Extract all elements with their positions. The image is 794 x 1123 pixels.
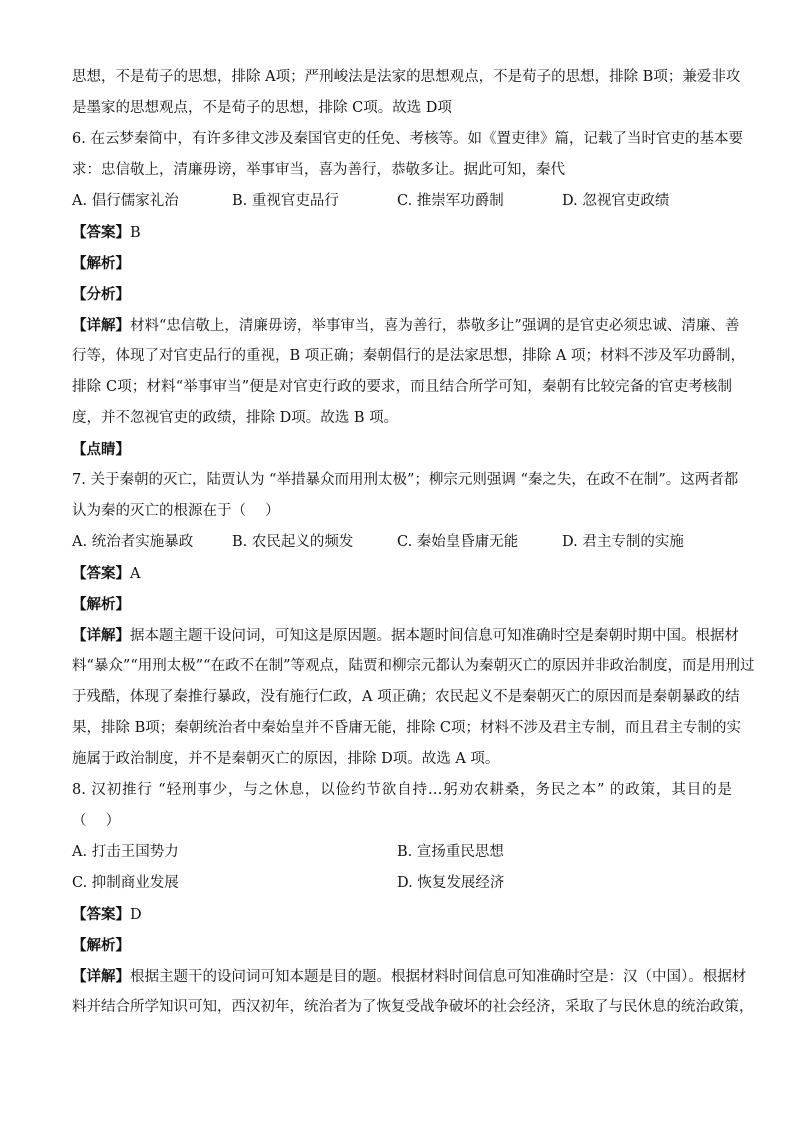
question-8-detail	[72, 961, 747, 992]
question-7-detail: 施属于政治制度，并不是秦朝灭亡的原因，排除 D项。故选 A 项。	[72, 751, 500, 767]
question-7-stem: 认为秦的灭亡的根源在于（ ）	[72, 503, 280, 519]
question-6-detail: 度，并不忽视官吏的政绩，排除 D项。故选 B 项。	[72, 410, 399, 426]
option-c: C. 抑制商业发展	[72, 875, 179, 891]
question-6-answer	[72, 217, 732, 248]
fenxi-tag: 【分析】	[72, 286, 130, 303]
option-d: D. 恢复发展经济	[397, 875, 505, 891]
question-7-answer	[72, 558, 732, 589]
detail-tag: 【详解】	[72, 317, 130, 334]
question-7-detail: 果，排除 B项；秦朝统治者中秦始皇并不昏庸无能，排除 C项；材料不涉及君主专制，而且君主专制的实	[72, 720, 741, 736]
document-page	[72, 62, 755, 1023]
question-7-options	[72, 527, 732, 558]
option-b: B. 重视官吏品行	[232, 193, 339, 209]
answer-value: B	[130, 225, 141, 241]
answer-tag: 【答案】	[72, 565, 130, 582]
option-d: D. 君主专制的实施	[562, 534, 684, 550]
question-8-options-row-2	[72, 868, 732, 899]
option-a: A. 倡行儒家礼治	[72, 193, 179, 209]
question-6-stem: 6. 在云梦秦简中，有许多律文涉及秦国官吏的任免、考核等。如《置吏律》篇，记载了当时官吏的基本要	[72, 131, 743, 147]
detail-tag: 【详解】	[72, 627, 130, 644]
option-b: B. 农民起义的频发	[232, 534, 354, 550]
question-8-stem: 8. 汉初推行 “轻刑事少，与之休息，以俭约节欲自持…躬劝农耕桑，务民之本” 的政策，其目的是	[72, 782, 732, 798]
question-7-detail: 料“暴众”“用刑太极”“在政不在制”等观点，陆贾和柳宗元都认为秦朝灭亡的原因并非政治制度，而是用刑过	[72, 658, 755, 674]
question-7-detail	[72, 620, 739, 651]
detail-text: 根据主题干的设问词可知本题是目的题。根据材料时间信息可知准确时空是：汉（中国）。根据材	[130, 969, 747, 985]
dianjing-tag: 【点睛】	[72, 441, 130, 458]
question-8-detail: 料并结合所学知识可知，西汉初年，统治者为了恢复受战争破坏的社会经济，采取了与民休息的统治政策，	[72, 999, 754, 1015]
answer-tag: 【答案】	[72, 906, 130, 923]
question-6-detail	[72, 310, 740, 341]
detail-tag: 【详解】	[72, 968, 130, 985]
answer-value: A	[130, 566, 141, 582]
text-line: 是墨家的思想观点，不是荀子的思想，排除 C项。故选 D项	[72, 100, 452, 116]
question-8-answer	[72, 899, 732, 930]
question-6-stem: 求：忠信敬上，清廉毋谤，举事审当，喜为善行，恭敬多让。据此可知，秦代	[72, 162, 565, 178]
answer-value: D	[130, 907, 142, 923]
option-c: C. 推崇军功爵制	[397, 193, 504, 209]
text-line: 思想，不是荀子的思想，排除 A项；严刑峻法是法家的思想观点，不是荀子的思想，排除 B项；兼爱非攻	[72, 69, 741, 85]
question-8-stem: （ ）	[72, 813, 121, 829]
detail-text: 材料“忠信敬上，清廉毋谤，举事审当，喜为善行，恭敬多让”强调的是官吏必须忠诚、清廉、善	[130, 318, 740, 334]
question-7-detail: 于残酷，体现了秦推行暴政，没有施行仁政，A 项正确；农民起义不是秦朝灭亡的原因而是秦朝暴政的结	[72, 689, 740, 705]
question-8-options-row-1	[72, 837, 732, 868]
question-7-stem: 7. 关于秦朝的灭亡，陆贾认为 “举措暴众而用刑太极”；柳宗元则强调 “秦之失，在政不在制”。这两者都	[72, 472, 739, 488]
jiexi-tag: 【解析】	[72, 596, 130, 613]
detail-text: 据本题主题干设问词，可知这是原因题。据本题时间信息可知准确时空是秦朝时期中国。根据材	[130, 628, 739, 644]
question-6-detail: 行等，体现了对官吏品行的重视，B 项正确；秦朝倡行的是法家思想，排除 A 项；材料不涉及军功爵制，	[72, 348, 745, 364]
option-d: D. 忽视官吏政绩	[562, 193, 670, 209]
question-6-options	[72, 186, 732, 217]
option-b: B. 宣扬重民思想	[397, 844, 504, 860]
question-6-detail: 排除 C项；材料“举事审当”便是对官吏行政的要求，而且结合所学可知，秦朝有比较完备的官吏考核制	[72, 379, 732, 395]
option-a: A. 统治者实施暴政	[72, 534, 194, 550]
jiexi-tag: 【解析】	[72, 937, 130, 954]
jiexi-tag: 【解析】	[72, 255, 130, 272]
option-c: C. 秦始皇昏庸无能	[397, 534, 519, 550]
option-a: A. 打击王国势力	[72, 844, 179, 860]
answer-tag: 【答案】	[72, 224, 130, 241]
